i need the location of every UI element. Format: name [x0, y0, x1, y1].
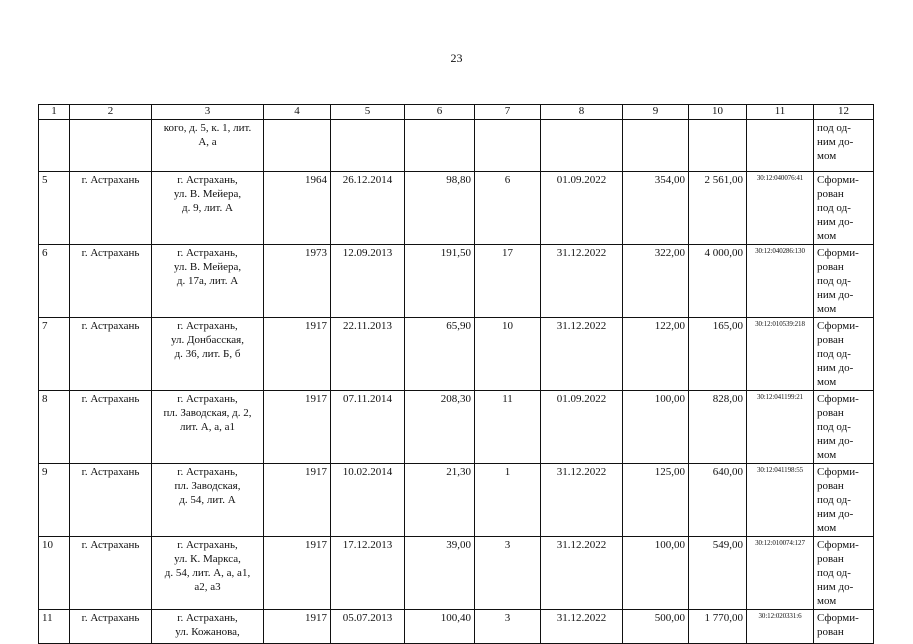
cadastral-number-cell: 30:12:020331:6	[747, 610, 814, 644]
table-cell	[689, 120, 747, 172]
value-10-cell: 640,00	[689, 464, 747, 537]
column-header: 2	[70, 105, 152, 120]
page-number: 23	[450, 51, 463, 65]
plan-date-cell: 01.09.2022	[541, 172, 623, 245]
city-cell: г. Астрахань	[70, 464, 152, 537]
row-number-cell: 11	[39, 610, 70, 644]
table-cell	[331, 120, 405, 172]
date-cell: 07.11.2014	[331, 391, 405, 464]
header-row	[39, 105, 874, 120]
note-cell: Сформи- рован под од- ним до- мом	[814, 537, 874, 610]
city-cell: г. Астрахань	[70, 537, 152, 610]
note-cell: Сформи- рован под од- ним до- мом	[814, 245, 874, 318]
plan-date-cell: 31.12.2022	[541, 464, 623, 537]
year-cell: 1973	[264, 245, 331, 318]
date-cell: 22.11.2013	[331, 318, 405, 391]
area-cell: 98,80	[405, 172, 475, 245]
table-row	[39, 318, 874, 391]
year-cell: 1917	[264, 391, 331, 464]
value-9-cell: 125,00	[623, 464, 689, 537]
value-9-cell: 100,00	[623, 391, 689, 464]
column-header: 3	[152, 105, 264, 120]
table-cell	[70, 120, 152, 172]
table-cell	[623, 120, 689, 172]
year-cell: 1964	[264, 172, 331, 245]
city-cell: г. Астрахань	[70, 172, 152, 245]
plan-date-cell: 31.12.2022	[541, 245, 623, 318]
year-cell: 1917	[264, 464, 331, 537]
value-9-cell: 100,00	[623, 537, 689, 610]
year-cell: 1917	[264, 537, 331, 610]
value-10-cell: 828,00	[689, 391, 747, 464]
date-cell: 10.02.2014	[331, 464, 405, 537]
table-cell	[541, 120, 623, 172]
column-header: 7	[475, 105, 541, 120]
table-row	[39, 172, 874, 245]
plan-date-cell: 31.12.2022	[541, 318, 623, 391]
row-number-cell: 10	[39, 537, 70, 610]
area-cell: 65,90	[405, 318, 475, 391]
address-cell: г. Астрахань, ул. В. Мейера, д. 9, лит. А	[152, 172, 264, 245]
cadastral-number-cell: 30:12:040076:41	[747, 172, 814, 245]
column-header: 12	[814, 105, 874, 120]
column-header: 4	[264, 105, 331, 120]
value-10-cell: 549,00	[689, 537, 747, 610]
note-cell: Сформи- рован под од- ним до- мом	[814, 464, 874, 537]
date-cell: 26.12.2014	[331, 172, 405, 245]
row-number-cell: 7	[39, 318, 70, 391]
table-cell	[747, 120, 814, 172]
table-cell	[475, 120, 541, 172]
value-10-cell: 1 770,00	[689, 610, 747, 644]
cadastral-number-cell: 30:12:010539:218	[747, 318, 814, 391]
city-cell: г. Астрахань	[70, 391, 152, 464]
note-cell: Сформи- рован под од- ним до- мом	[814, 391, 874, 464]
registry-table	[38, 104, 874, 644]
count-cell: 3	[475, 610, 541, 644]
city-cell: г. Астрахань	[70, 318, 152, 391]
note-cell: Сформи- рован	[814, 610, 874, 644]
cadastral-number-cell: 30:12:041198:55	[747, 464, 814, 537]
count-cell: 6	[475, 172, 541, 245]
table-row	[39, 610, 874, 644]
count-cell: 1	[475, 464, 541, 537]
table-row	[39, 391, 874, 464]
table-cell	[405, 120, 475, 172]
date-cell: 17.12.2013	[331, 537, 405, 610]
column-header: 6	[405, 105, 475, 120]
value-9-cell: 322,00	[623, 245, 689, 318]
row-number-cell: 8	[39, 391, 70, 464]
plan-date-cell: 31.12.2022	[541, 537, 623, 610]
column-header: 9	[623, 105, 689, 120]
count-cell: 10	[475, 318, 541, 391]
row-number-cell: 9	[39, 464, 70, 537]
cadastral-number-cell: 30:12:041199:21	[747, 391, 814, 464]
value-9-cell: 122,00	[623, 318, 689, 391]
year-cell: 1917	[264, 610, 331, 644]
date-cell: 05.07.2013	[331, 610, 405, 644]
value-9-cell: 354,00	[623, 172, 689, 245]
area-cell: 100,40	[405, 610, 475, 644]
address-cell: г. Астрахань, ул. В. Мейера, д. 17а, лит. А	[152, 245, 264, 318]
address-cell: кого, д. 5, к. 1, лит. А, а	[152, 120, 264, 172]
address-cell: г. Астрахань, ул. Донбасская, д. 36, лит. Б, б	[152, 318, 264, 391]
year-cell: 1917	[264, 318, 331, 391]
address-cell: г. Астрахань, пл. Заводская, д. 2, лит. А, а, а1	[152, 391, 264, 464]
value-9-cell: 500,00	[623, 610, 689, 644]
table-row	[39, 537, 874, 610]
plan-date-cell: 01.09.2022	[541, 391, 623, 464]
value-10-cell: 2 561,00	[689, 172, 747, 245]
note-cell: Сформи- рован под од- ним до- мом	[814, 172, 874, 245]
column-header: 11	[747, 105, 814, 120]
plan-date-cell: 31.12.2022	[541, 610, 623, 644]
count-cell: 17	[475, 245, 541, 318]
date-cell: 12.09.2013	[331, 245, 405, 318]
table-row	[39, 245, 874, 318]
address-cell: г. Астрахань, пл. Заводская, д. 54, лит. А	[152, 464, 264, 537]
city-cell: г. Астрахань	[70, 245, 152, 318]
row-number-cell: 6	[39, 245, 70, 318]
column-header: 8	[541, 105, 623, 120]
table-cell	[264, 120, 331, 172]
column-header: 5	[331, 105, 405, 120]
value-10-cell: 4 000,00	[689, 245, 747, 318]
address-cell: г. Астрахань, ул. Кожанова,	[152, 610, 264, 644]
area-cell: 39,00	[405, 537, 475, 610]
column-header: 10	[689, 105, 747, 120]
note-cell: под од- ним до- мом	[814, 120, 874, 172]
address-cell: г. Астрахань, ул. К. Маркса, д. 54, лит. А, а, а1, а2, а3	[152, 537, 264, 610]
column-header: 1	[39, 105, 70, 120]
value-10-cell: 165,00	[689, 318, 747, 391]
cadastral-number-cell: 30:12:040286:130	[747, 245, 814, 318]
continued-row	[39, 120, 874, 172]
area-cell: 191,50	[405, 245, 475, 318]
cadastral-number-cell: 30:12:010074:127	[747, 537, 814, 610]
count-cell: 3	[475, 537, 541, 610]
note-cell: Сформи- рован под од- ним до- мом	[814, 318, 874, 391]
count-cell: 11	[475, 391, 541, 464]
area-cell: 21,30	[405, 464, 475, 537]
table-row	[39, 464, 874, 537]
row-number-cell: 5	[39, 172, 70, 245]
city-cell: г. Астрахань	[70, 610, 152, 644]
table-cell	[39, 120, 70, 172]
area-cell: 208,30	[405, 391, 475, 464]
